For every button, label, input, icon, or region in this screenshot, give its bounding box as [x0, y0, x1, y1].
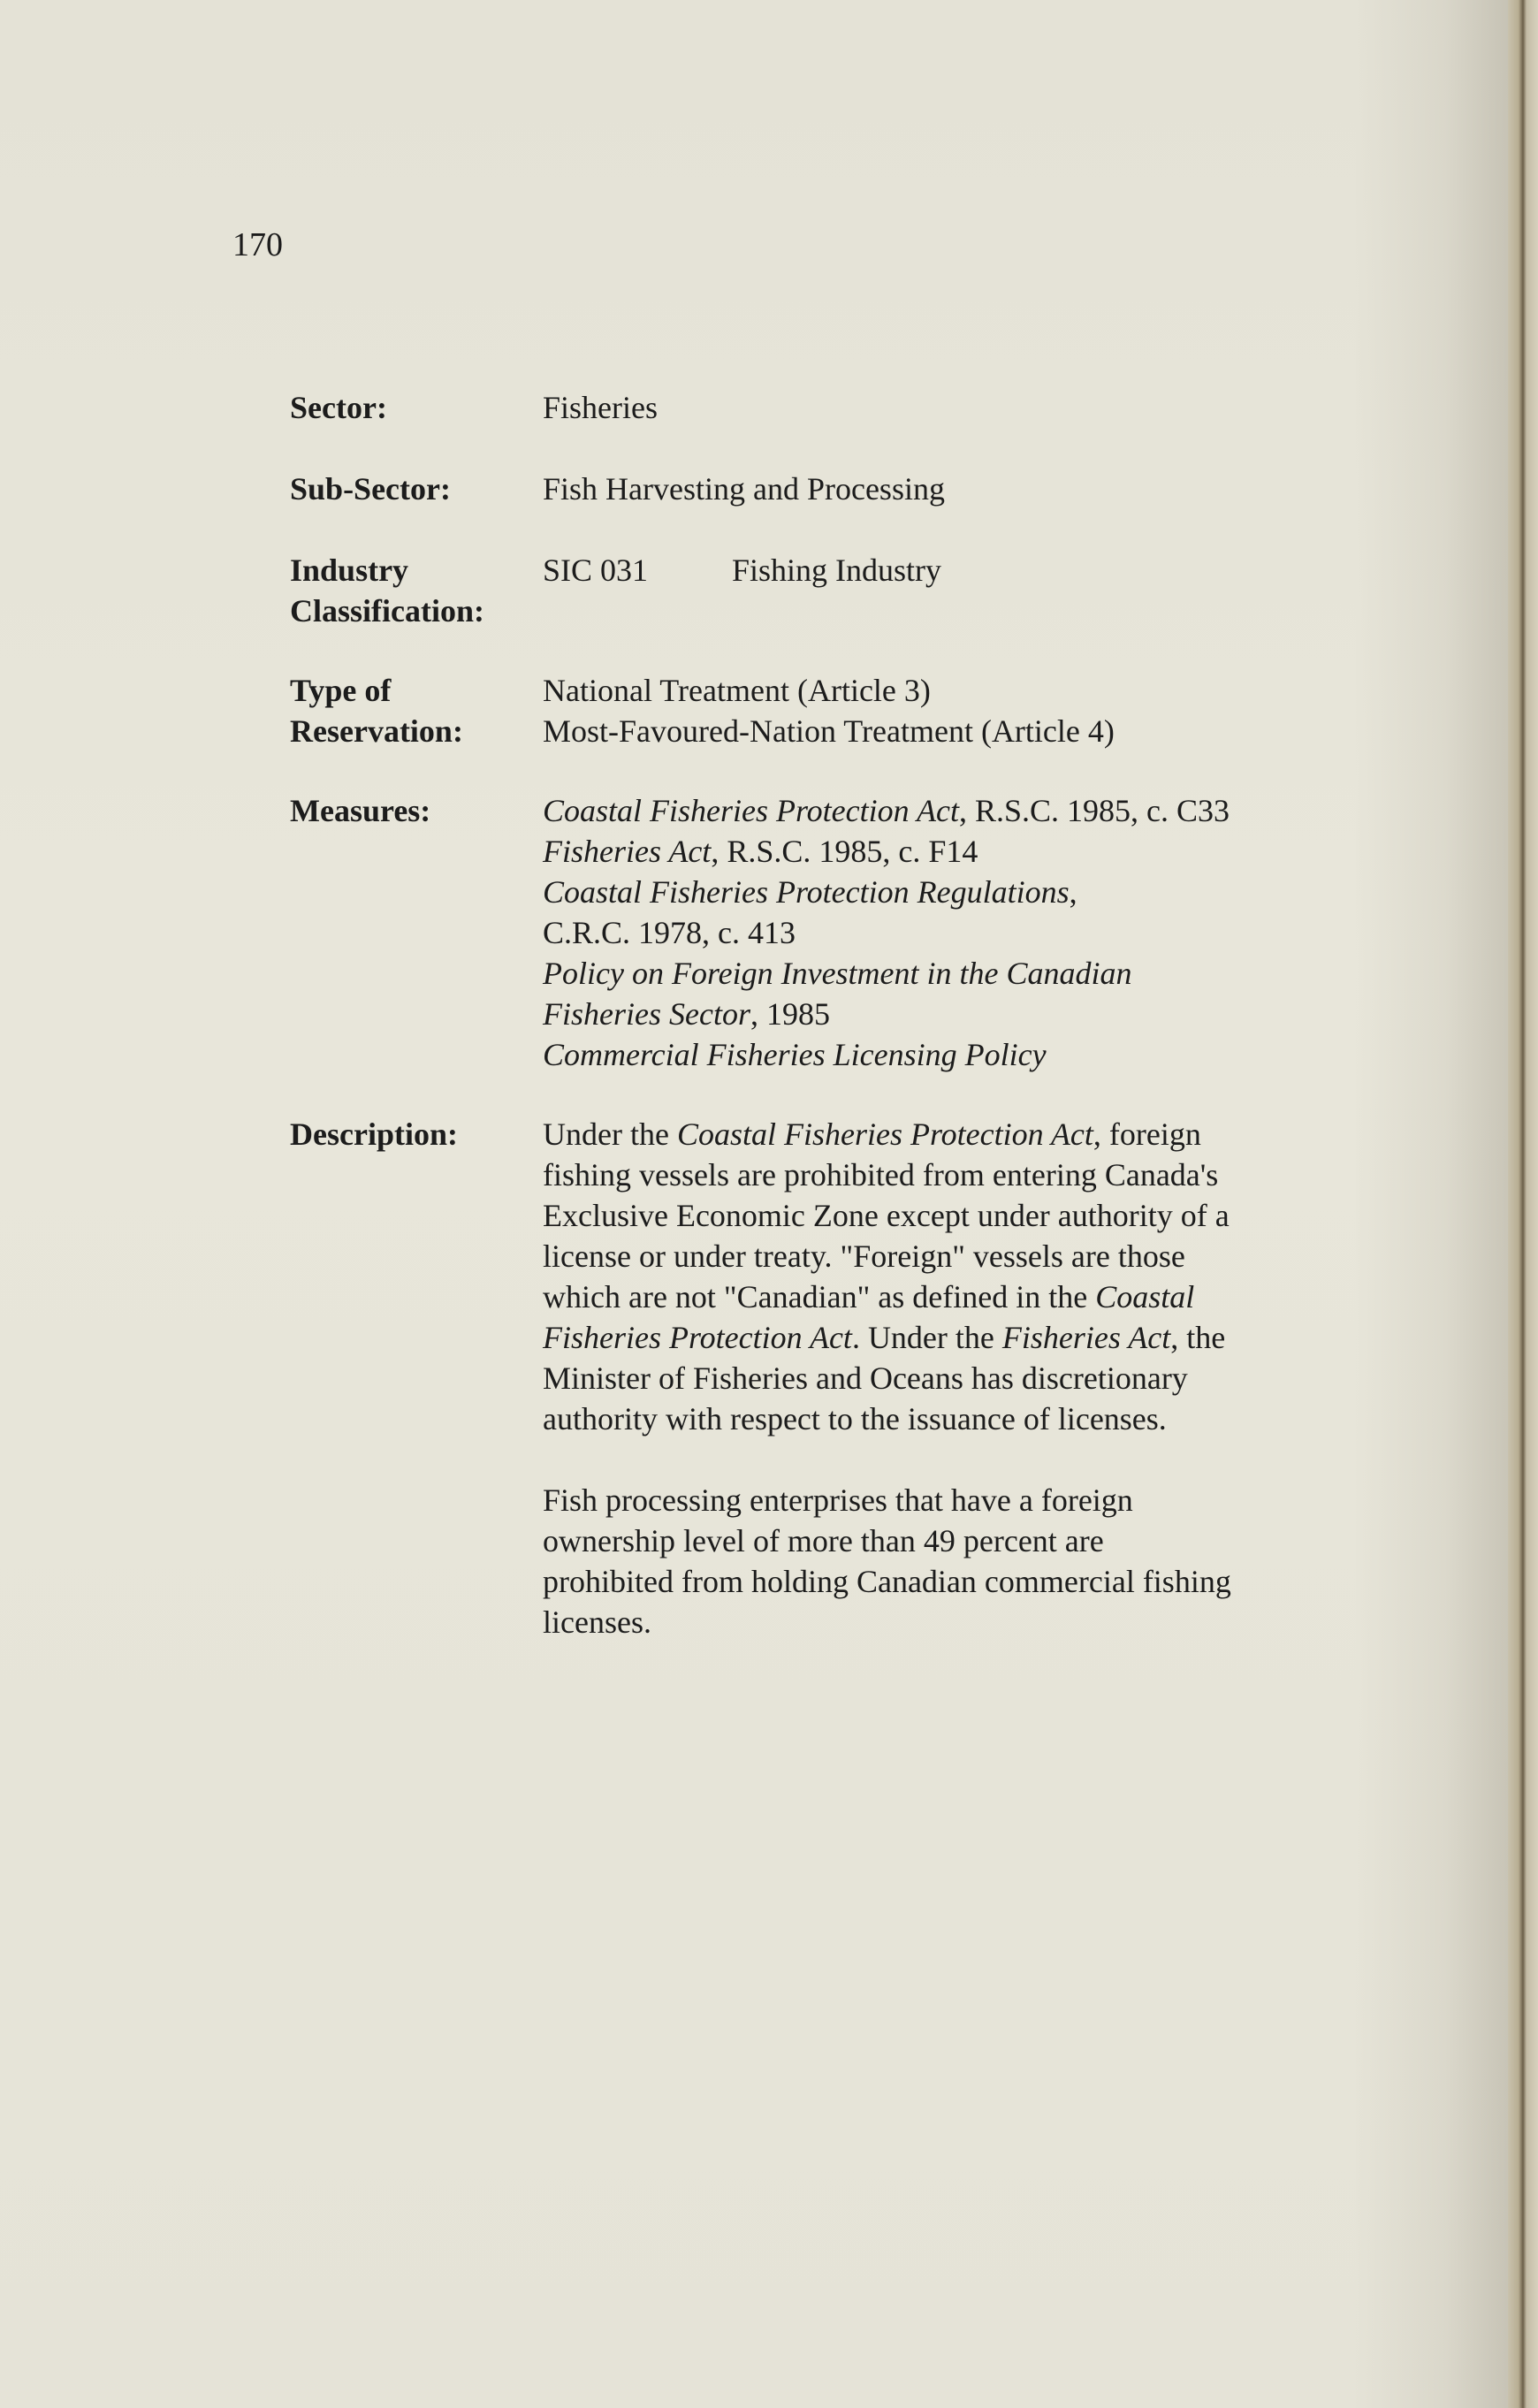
measure-item — [543, 953, 1333, 994]
measure-title: Coastal Fisheries Protection Act — [543, 793, 959, 828]
industry-classification-label-line2: Classification: — [290, 593, 484, 629]
description-paragraph: Fish processing enterprises that have a foreign ownership level of more than 49 percent are prohibited from holding Canadian commercial fishing licenses. — [543, 1482, 1231, 1640]
type-of-reservation-label-line1: Type of — [290, 673, 392, 708]
industry-classification-label-line1: Industry — [290, 552, 409, 588]
sic-industry-name: Fishing Industry — [732, 552, 942, 588]
entry-sub-sector — [290, 469, 1333, 509]
measures-list — [543, 790, 1333, 1075]
book-spine-shadow — [1508, 0, 1538, 2408]
page-number: 170 — [232, 226, 283, 263]
type-of-reservation-label-line2: Reservation: — [290, 713, 463, 749]
measure-item: Fisheries Act, R.S.C. 1985, c. F14 — [543, 834, 978, 869]
sub-sector-value-text: Fish Harvesting and Processing — [543, 471, 945, 507]
sector-value-text: Fisheries — [543, 390, 658, 425]
entry-measures — [290, 790, 1333, 1075]
industry-classification-label — [290, 550, 543, 631]
type-of-reservation-label — [290, 670, 543, 751]
measure-title: Coastal Fisheries Protection Regulations — [543, 874, 1070, 910]
measure-item: Coastal Fisheries Protection Regulations, — [543, 874, 1077, 910]
measures-label: Measures: — [290, 793, 431, 828]
entry-sector — [290, 387, 1333, 428]
description-paragraph: Under the Coastal Fisheries Protection Act, foreign fishing vessels are prohibited from entering Canada's Exclusive Economic Zone except under authority of a license or under treaty. "Foreign" vessels are those which are not "Canadian" as defined in the Coastal Fisheries Protection Act. Under the Fisheries Act, the Minister of Fisheries and Oceans has discretionary authority with respect to the issuance of licenses. — [543, 1116, 1230, 1436]
measure-item: Coastal Fisheries Protection Act, R.S.C. 1985, c. C33 — [543, 793, 1230, 828]
sic-code: SIC 031 — [543, 552, 649, 588]
sector-value — [543, 387, 1333, 428]
description-text — [543, 1114, 1333, 1642]
measure-title: Policy on Foreign Investment in the Canadian — [543, 956, 1132, 991]
industry-classification-value — [543, 550, 1333, 631]
measure-title: Commercial Fisheries Licensing Policy — [543, 1037, 1047, 1072]
reservation-national-treatment: National Treatment (Article 3) — [543, 673, 931, 708]
measure-title: Fisheries Act — [543, 834, 712, 869]
type-of-reservation-value — [543, 670, 1333, 751]
sub-sector-label: Sub-Sector: — [290, 471, 451, 507]
entry-type-of-reservation — [290, 670, 1333, 751]
sector-label: Sector: — [290, 390, 387, 425]
measure-item-continued: C.R.C. 1978, c. 413 — [543, 915, 796, 950]
entry-industry-classification — [290, 550, 1333, 631]
measure-item-continued: Fisheries Sector, 1985 — [543, 996, 830, 1032]
sub-sector-value — [543, 469, 1333, 509]
description-label: Description: — [290, 1116, 458, 1152]
reservation-mfn-treatment: Most-Favoured-Nation Treatment (Article 4) — [543, 713, 1115, 749]
entry-description — [290, 1114, 1333, 1642]
reservation-entries — [290, 387, 1333, 1642]
measure-item — [543, 1034, 1333, 1075]
measure-title: Fisheries Sector — [543, 996, 750, 1032]
